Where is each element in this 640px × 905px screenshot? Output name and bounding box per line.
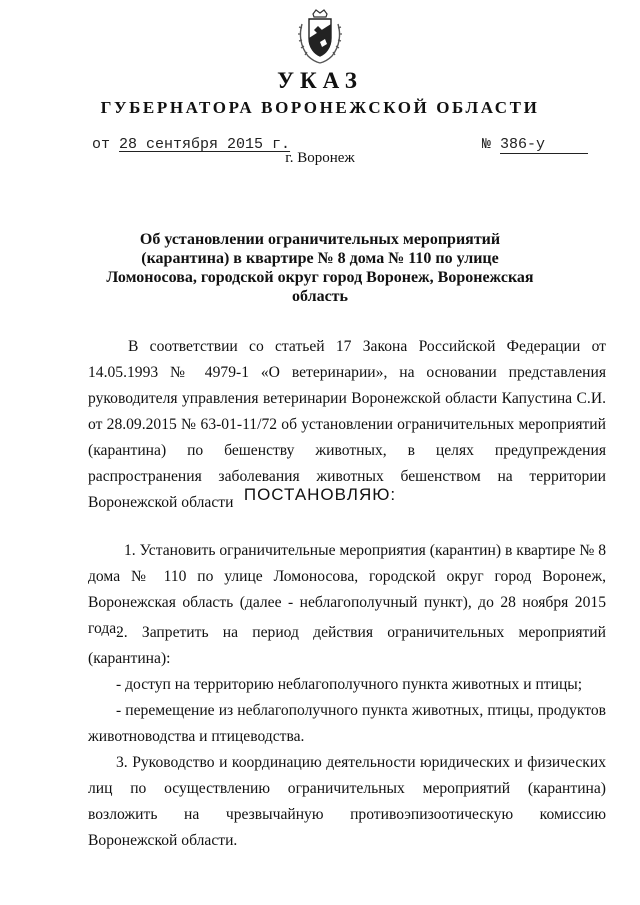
document-title: УКАЗ [277,68,363,93]
clause-3: 3. Руководство и координацию деятельности юридических и физических лиц по осуществлению ограничительных мероприятий (карантина) возложить на чрезвычайную противоэпизоотическую комиссию Воронежской области. [88,754,606,849]
document-city: г. Воронеж [285,150,355,166]
clause-2: 2. Запретить на период действия ограничительных мероприятий (карантина): [88,624,606,667]
document-authority: ГУБЕРНАТОРА ВОРОНЕЖСКОЙ ОБЛАСТИ [100,98,540,117]
clause-1: 1. Установить ограничительные мероприятия (карантин) в квартире № 8 дома № 110 по улице Ломоносова, городской округ город Воронеж, Воронежская область (далее - неблагополучный пункт), до 28 ноября 2015 года. [88,542,606,637]
date-value: 28 сентября 2015 г. [119,136,291,153]
clause-2-subitem-1: - доступ на территорию неблагополучного пункта животных и птицы; [116,676,583,693]
coat-of-arms-icon [296,8,344,66]
number-value: 386-у [500,136,588,154]
date-prefix: от [92,136,111,153]
number-prefix: № [482,136,492,153]
clause-2-subitem-2: - перемещение из неблагополучного пункта животных, птицы, продуктов животноводства и птицеводства. [88,702,606,745]
document-subject: Об установлении ограничительных мероприятий (карантина) в квартире № 8 дома № 110 по улице Ломоносова, городской округ город Воронеж, Воронежская область [106,231,534,305]
decree-word: ПОСТАНОВЛЯЮ: [243,485,397,504]
preamble-paragraph: В соответствии со статьей 17 Закона Российской Федерации от 14.05.1993 № 4979-1 «О ветеринарии», на основании представления руководителя управления ветеринарии Воронежской области Капустина С.И. от 28.09.2015 № 63-01-11/72 об установлении ограничительных мероприятий (карантина) по бешенству животных, в целях предупреждения распространения заболевания животных бешенством на территории Воронежской области [88,338,606,511]
